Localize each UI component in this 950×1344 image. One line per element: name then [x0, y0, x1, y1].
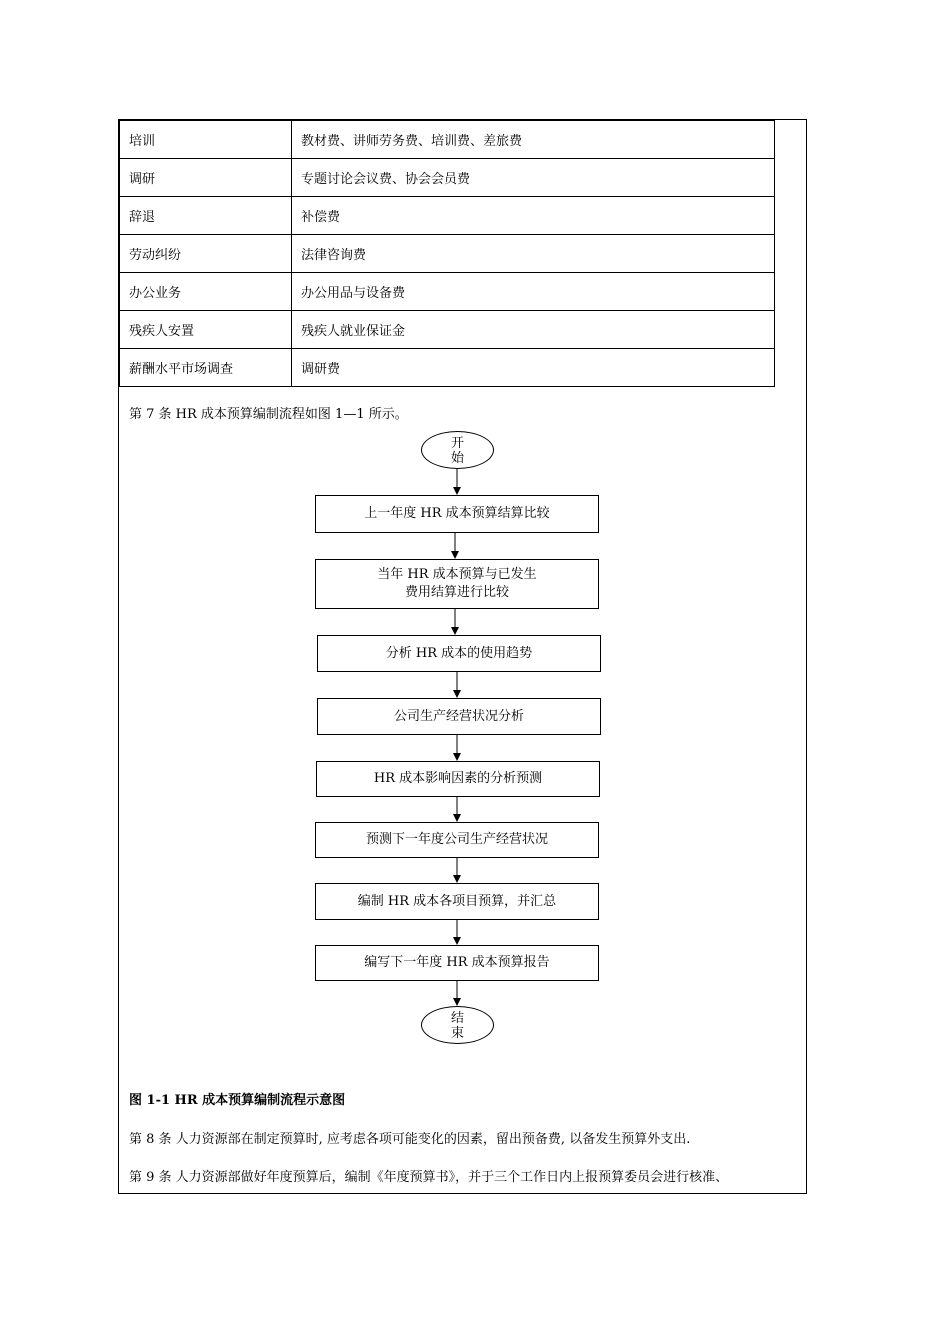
flow-step-3: 分析 HR 成本的使用趋势	[317, 635, 601, 672]
cost-detail-cell: 专题讨论会议费、协会会员费	[292, 159, 775, 197]
article-8-text: 第 8 条 人力资源部在制定预算时, 应考虑各项可能变化的因素，留出预备费, 以备发生预算外支出.	[129, 1132, 691, 1147]
cost-item-cell: 培训	[120, 121, 292, 159]
cost-item-cell: 调研	[120, 159, 292, 197]
flow-end-oval	[421, 1006, 494, 1044]
flow-step-6: 预测下一年度公司生产经营状况	[315, 822, 599, 858]
cost-item-cell: 薪酬水平市场调查	[120, 349, 292, 387]
article-9-text: 第 9 条 人力资源部做好年度预算后，编制《年度预算书》，并于三个工作日内上报预算委员会进行核准、	[129, 1170, 729, 1185]
cost-detail-cell: 办公用品与设备费	[292, 273, 775, 311]
cost-item-cell: 劳动纠纷	[120, 235, 292, 273]
cost-detail-cell: 法律咨询费	[292, 235, 775, 273]
flow-start-oval	[421, 431, 494, 469]
figure-caption: 图 1-1 HR 成本预算编制流程示意图	[129, 1093, 346, 1108]
cost-item-cell: 残疾人安置	[120, 311, 292, 349]
flow-end-label: 结束	[450, 1011, 464, 1041]
flow-step-1: 上一年度 HR 成本预算结算比较	[315, 495, 599, 533]
flow-step-5: HR 成本影响因素的分析预测	[316, 761, 600, 797]
flow-step-4: 公司生产经营状况分析	[317, 698, 601, 735]
cost-item-cell: 辞退	[120, 197, 292, 235]
flow-step-2: 当年 HR 成本预算与已发生 费用结算进行比较	[315, 559, 599, 609]
article-7-text: 第 7 条 HR 成本预算编制流程如图 1—1 所示。	[129, 407, 408, 422]
cost-item-cell: 办公业务	[120, 273, 292, 311]
cost-detail-cell: 教材费、讲师劳务费、培训费、差旅费	[292, 121, 775, 159]
cost-detail-cell: 残疾人就业保证金	[292, 311, 775, 349]
cost-detail-cell: 补偿费	[292, 197, 775, 235]
flow-step-7: 编制 HR 成本各项目预算，并汇总	[315, 883, 599, 920]
flow-start-label: 开始	[450, 436, 464, 466]
cost-detail-cell: 调研费	[292, 349, 775, 387]
flow-step-8: 编写下一年度 HR 成本预算报告	[315, 945, 599, 981]
